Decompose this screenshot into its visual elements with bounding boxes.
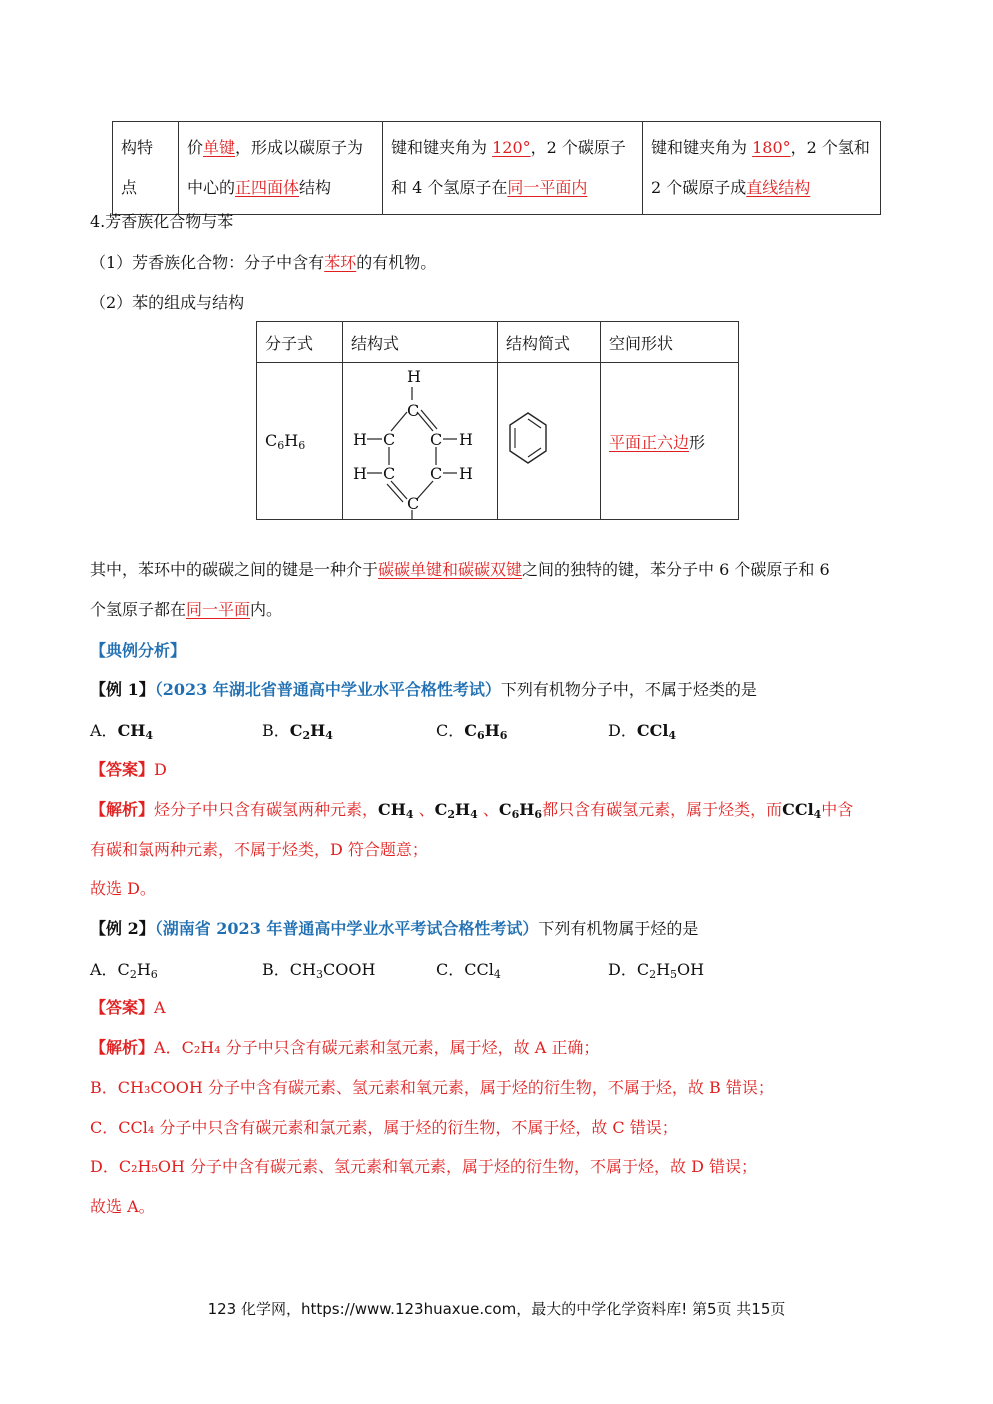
example2-conclusion: 故选 A。 [90,1197,155,1216]
molecular-formula: $C_6H_6$ [257,363,343,520]
benzene-bond-paragraph-line2: 个氢原子都在同一平面内。 [90,600,283,619]
atom-h-right-upper: H [459,430,473,449]
header-formula: 分子式 [257,322,343,363]
example2-option-b: B．$CH_3COOH$ [262,960,376,981]
example2-option-c: C．CCl$_4$ [436,960,501,981]
example1-analysis-line1: 【解析】烃分子中只含有碳氢两种元素，$CH_4$ 、$C_2H_4$ 、$C_6H_6$都只含有碳氢元素，属于烃类，而CCl$_4$中含 [90,800,854,821]
header-shape: 空间形状 [601,322,739,363]
aromatic-definition: （1）芳香族化合物：分子中含有苯环的有机物。 [90,253,437,272]
atom-c-left-lower: C [383,464,396,483]
example1-question: 【例 1】（2023 年湖北省普通高中学业水平合格性考试）下列有机物分子中，不属于烃类的是 [90,680,757,699]
atom-h-right-lower: H [459,464,473,483]
atom-h-top: H [407,367,421,386]
example2-question: 【例 2】（湖南省 2023 年普通高中学业水平考试合格性考试）下列有机物属于烃的是 [90,919,699,938]
example2-option-d: D．$C_2H_5OH$ [608,960,705,981]
benzene-bond-paragraph-line1: 其中，苯环中的碳碳之间的键是一种介于碳碳单键和碳碳双键之间的独特的键，苯分子中 6 个碳原子和 6 [90,560,830,579]
example1-option-a: A．$CH_4$ [90,721,154,742]
table-cell-alkyne: 键和键夹角为 180°，2 个氢和 2 个碳原子成直线结构 [643,122,881,215]
benzene-kekule-structure [343,363,493,519]
example1-conclusion: 故选 D。 [90,879,156,898]
example1-answer: 【答案】D [90,760,167,779]
structural-formula-cell [343,363,498,520]
atom-h-left-upper: H [353,430,367,449]
spatial-shape: 平面正六边形 [601,363,739,520]
table-cell-alkane: 价单键，形成以碳原子为 中心的正四面体结构 [179,122,383,215]
atom-c-left-upper: C [383,430,396,449]
atom-c-right-lower: C [430,464,443,483]
atom-h-left-lower: H [353,464,367,483]
bond-structure-table [112,121,881,215]
example1-option-b: B．$C_2H_4$ [262,721,333,742]
header-simplified: 结构简式 [498,322,601,363]
benzene-ring-icon [506,411,550,467]
table-cell-label: 构特 点 [113,122,179,215]
benzene-subtitle: （2）苯的组成与结构 [90,293,245,312]
header-structural: 结构式 [343,322,498,363]
table-cell-alkene: 键和键夹角为 120°，2 个碳原子 和 4 个氢原子在同一平面内 [383,122,643,215]
example2-analysis-c: C．CCl₄ 分子中只含有碳元素和氯元素，属于烃的衍生物，不属于烃，故 C 错误； [90,1118,678,1137]
example1-analysis-line2: 有碳和氯两种元素，不属于烃类，D 符合题意； [90,840,428,859]
section-title: 4.芳香族化合物与苯 [90,212,234,231]
example2-analysis-a: 【解析】A．C₂H₄ 分子中只含有碳元素和氢元素，属于烃，故 A 正确； [90,1038,600,1057]
example2-option-a: A．$C_2H_6$ [90,960,158,981]
example2-answer: 【答案】A [90,998,166,1017]
atom-c-right-upper: C [430,430,443,449]
example2-analysis-b: B．CH₃COOH 分子中含有碳元素、氢元素和氧元素，属于烃的衍生物，不属于烃，故 B 错误； [90,1078,774,1097]
benzene-table [256,321,739,520]
simplified-structure-cell [498,363,601,520]
example1-option-d: D．CCl$_4$ [608,721,677,742]
example2-analysis-d: D．C₂H₅OH 分子中含有碳元素、氢元素和氧元素，属于烃的衍生物，不属于烃，故 D 错误； [90,1157,758,1176]
example1-option-c: C．$C_6H_6$ [436,721,508,742]
atom-c-top: C [407,401,420,420]
page-footer: 123 化学网，https://www.123huaxue.com，最大的中学化学资料库! 第5页 共15页 [207,1300,786,1318]
atom-c-bottom: C [407,494,420,513]
example-analysis-header: 【典例分析】 [90,641,187,660]
